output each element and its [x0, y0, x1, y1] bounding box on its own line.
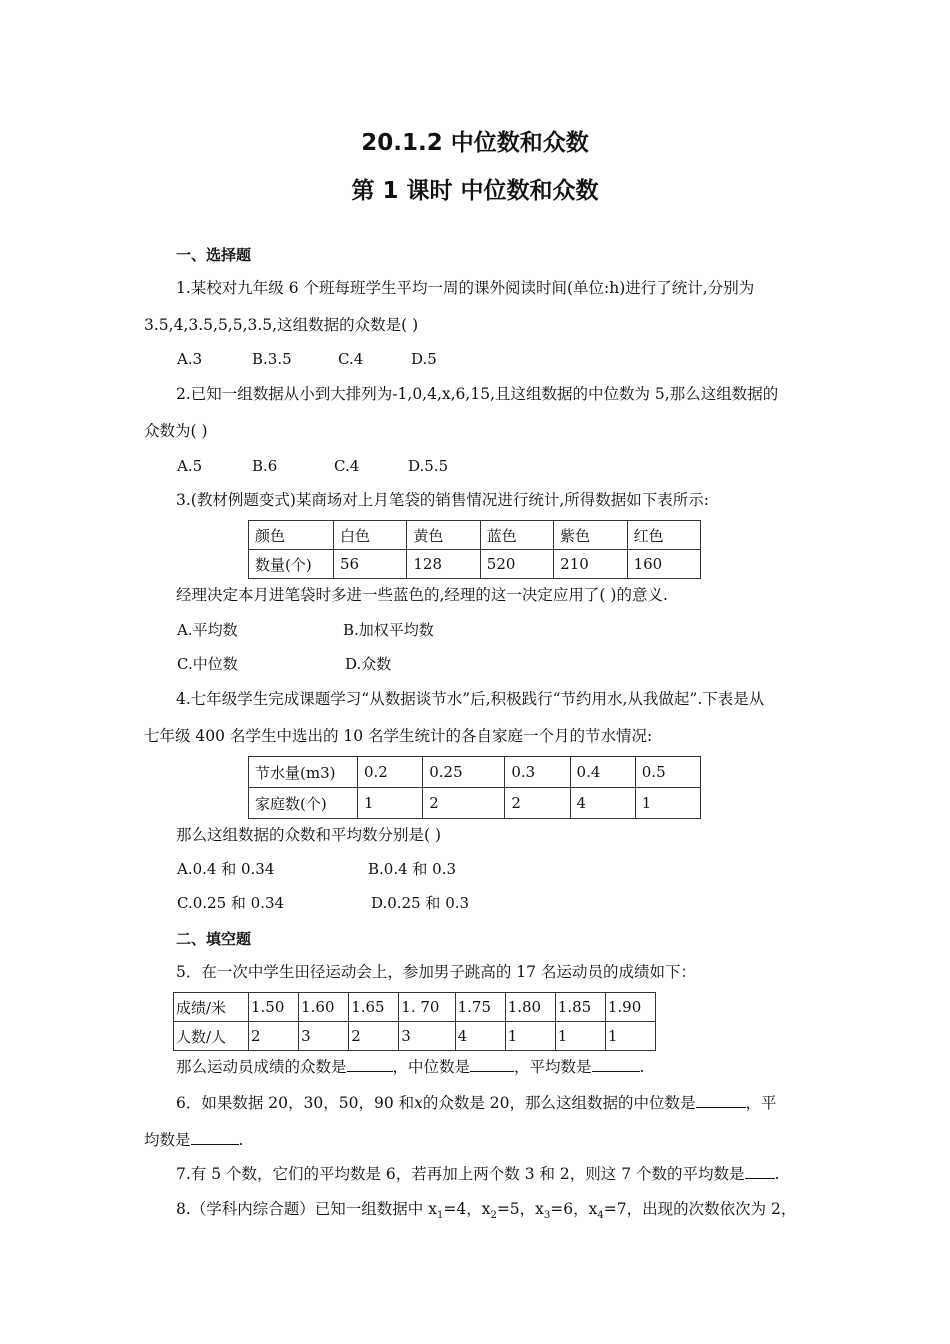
table-cell: 3 — [299, 1022, 349, 1051]
q1-option-d: D.5 — [411, 350, 437, 368]
q3-text-line1: 3.(教材例题变式)某商场对上月笔袋的销售情况进行统计,所得数据如下表所示: — [176, 491, 710, 509]
q6-text-a: 6．如果数据 20，30，50，90 和 — [176, 1094, 415, 1112]
q7-text-a: 7.有 5 个数，它们的平均数是 6，若再加上两个数 3 和 2，则这 7 个数的平均数是 — [176, 1165, 745, 1183]
q5-high-jump-table — [173, 992, 656, 1051]
q4-option-d: D.0.25 和 0.3 — [371, 894, 470, 912]
q3-option-a: A.平均数 — [177, 621, 238, 639]
table-cell: 1 — [505, 1022, 555, 1051]
q6-text-d: 均数是 — [144, 1131, 191, 1149]
table-cell: 数量(个) — [249, 550, 334, 579]
table-cell: 家庭数(个) — [249, 788, 358, 819]
table-cell: 0.2 — [358, 757, 423, 788]
q7-text-line1 — [176, 1164, 779, 1184]
table-row — [249, 757, 701, 788]
table-cell: 1.75 — [455, 993, 505, 1022]
table-cell: 128 — [407, 550, 480, 579]
q3-option-b: B.加权平均数 — [343, 621, 434, 639]
table-cell: 2 — [423, 788, 505, 819]
table-cell: 56 — [334, 550, 407, 579]
answer-blank[interactable] — [745, 1164, 775, 1179]
table-row — [249, 550, 701, 579]
table-cell: 3 — [399, 1022, 455, 1051]
table-cell: 1 — [555, 1022, 605, 1051]
table-cell: 210 — [554, 550, 627, 579]
table-row — [249, 521, 701, 550]
q8-sub-2: 2 — [490, 1210, 497, 1222]
table-cell: 520 — [480, 550, 553, 579]
q2-option-a: A.5 — [177, 457, 203, 475]
table-cell: 1 — [635, 788, 700, 819]
table-cell: 人数/人 — [174, 1022, 249, 1051]
answer-blank[interactable] — [191, 1130, 239, 1145]
q4-option-c: C.0.25 和 0.34 — [177, 894, 285, 912]
table-row — [174, 993, 656, 1022]
q6-text-c: ，平 — [745, 1094, 777, 1112]
answer-blank[interactable] — [696, 1093, 746, 1108]
table-row — [249, 788, 701, 819]
table-cell: 1 — [605, 1022, 655, 1051]
table-cell: 2 — [249, 1022, 299, 1051]
q8-text-a: 8.（学科内综合题）已知一组数据中 x — [176, 1200, 437, 1218]
q5-text-line2 — [176, 1057, 644, 1077]
q8-text-line1 — [176, 1199, 796, 1226]
table-cell: 成绩/米 — [174, 993, 249, 1022]
q4-text-line2: 七年级 400 名学生中选出的 10 名学生统计的各自家庭一个月的节水情况: — [144, 727, 653, 745]
page-title: 20.1.2 中位数和众数 — [361, 130, 589, 156]
table-cell: 0.5 — [635, 757, 700, 788]
q1-text-line1: 1.某校对九年级 6 个班每班学生平均一周的课外阅读时间(单位:h)进行了统计,分别为 — [176, 279, 755, 297]
q1-option-a: A.3 — [177, 350, 203, 368]
q3-option-c: C.中位数 — [177, 655, 238, 673]
table-cell: 1.50 — [249, 993, 299, 1022]
table-cell: 蓝色 — [480, 521, 553, 550]
q8-text-c: =5，x — [496, 1200, 544, 1218]
table-row — [174, 1022, 656, 1051]
q3-text-line2: 经理决定本月进笔袋时多进一些蓝色的,经理的这一决定应用了( )的意义. — [176, 586, 668, 604]
q5-text-c: ，平均数是 — [514, 1058, 592, 1076]
table-cell: 白色 — [334, 521, 407, 550]
lesson-subtitle: 第 1 课时 中位数和众数 — [351, 178, 599, 204]
q4-option-a: A.0.4 和 0.34 — [177, 860, 275, 878]
q2-option-c: C.4 — [334, 457, 360, 475]
q6-text-line1 — [176, 1093, 777, 1113]
q3-sales-table — [248, 520, 701, 579]
q8-sub-1: 1 — [436, 1210, 444, 1222]
answer-blank[interactable] — [592, 1057, 640, 1072]
q2-option-d: D.5.5 — [408, 457, 449, 475]
q4-text-line3: 那么这组数据的众数和平均数分别是( ) — [176, 826, 442, 844]
q4-water-saving-table — [248, 756, 701, 819]
table-cell: 1. 70 — [399, 993, 455, 1022]
answer-blank[interactable] — [470, 1057, 514, 1072]
table-cell: 2 — [505, 788, 570, 819]
table-cell: 2 — [349, 1022, 399, 1051]
q5-text-line1: 5．在一次中学生田径运动会上，参加男子跳高的 17 名运动员的成绩如下： — [176, 963, 696, 981]
table-cell: 160 — [627, 550, 700, 579]
table-cell: 1.85 — [555, 993, 605, 1022]
table-cell: 0.3 — [505, 757, 570, 788]
q6-text-b: 的众数是 20，那么这组数据的中位数是 — [422, 1094, 696, 1112]
table-cell: 黄色 — [407, 521, 480, 550]
table-cell: 1 — [358, 788, 423, 819]
answer-blank[interactable] — [347, 1057, 393, 1072]
q6-text-e: . — [238, 1131, 244, 1149]
table-cell: 紫色 — [554, 521, 627, 550]
q8-sub-4: 4 — [597, 1210, 604, 1222]
q2-option-b: B.6 — [252, 457, 278, 475]
table-cell: 颜色 — [249, 521, 334, 550]
table-cell: 4 — [570, 788, 635, 819]
section-heading-fill: 二、填空题 — [176, 930, 252, 948]
table-cell: 1.60 — [299, 993, 349, 1022]
q2-text-line1: 2.已知一组数据从小到大排列为-1,0,4,x,6,15,且这组数据的中位数为 5,那么这组数据的 — [176, 385, 779, 403]
q8-text-b: =4，x — [443, 1200, 491, 1218]
q6-variable: x — [414, 1094, 423, 1112]
table-cell: 0.4 — [570, 757, 635, 788]
q1-text-line2: 3.5,4,3.5,5,5,3.5,这组数据的众数是( ) — [144, 316, 419, 334]
q8-sub-3: 3 — [543, 1210, 551, 1222]
table-cell: 1.90 — [605, 993, 655, 1022]
q4-text-line1: 4.七年级学生完成课题学习“从数据谈节水”后,积极践行“节约用水,从我做起”.下表是从 — [176, 690, 765, 708]
q4-option-b: B.0.4 和 0.3 — [368, 860, 457, 878]
q3-option-d: D.众数 — [345, 655, 392, 673]
q5-text-a: 那么运动员成绩的众数是 — [176, 1058, 347, 1076]
q5-text-d: . — [639, 1058, 645, 1076]
q5-text-b: ，中位数是 — [392, 1058, 471, 1076]
table-cell: 4 — [455, 1022, 505, 1051]
q7-text-b: . — [774, 1165, 780, 1183]
q8-text-e: =7，出现的次数依次为 2， — [603, 1200, 797, 1218]
q6-text-line2 — [144, 1130, 243, 1150]
section-heading-choice: 一、选择题 — [176, 246, 252, 264]
q2-text-line2: 众数为( ) — [144, 422, 208, 440]
table-cell: 节水量(m3) — [249, 757, 358, 788]
table-cell: 红色 — [627, 521, 700, 550]
q1-option-c: C.4 — [338, 350, 364, 368]
q8-text-d: =6，x — [550, 1200, 598, 1218]
q1-option-b: B.3.5 — [252, 350, 292, 368]
table-cell: 0.25 — [423, 757, 505, 788]
table-cell: 1.65 — [349, 993, 399, 1022]
table-cell: 1.80 — [505, 993, 555, 1022]
